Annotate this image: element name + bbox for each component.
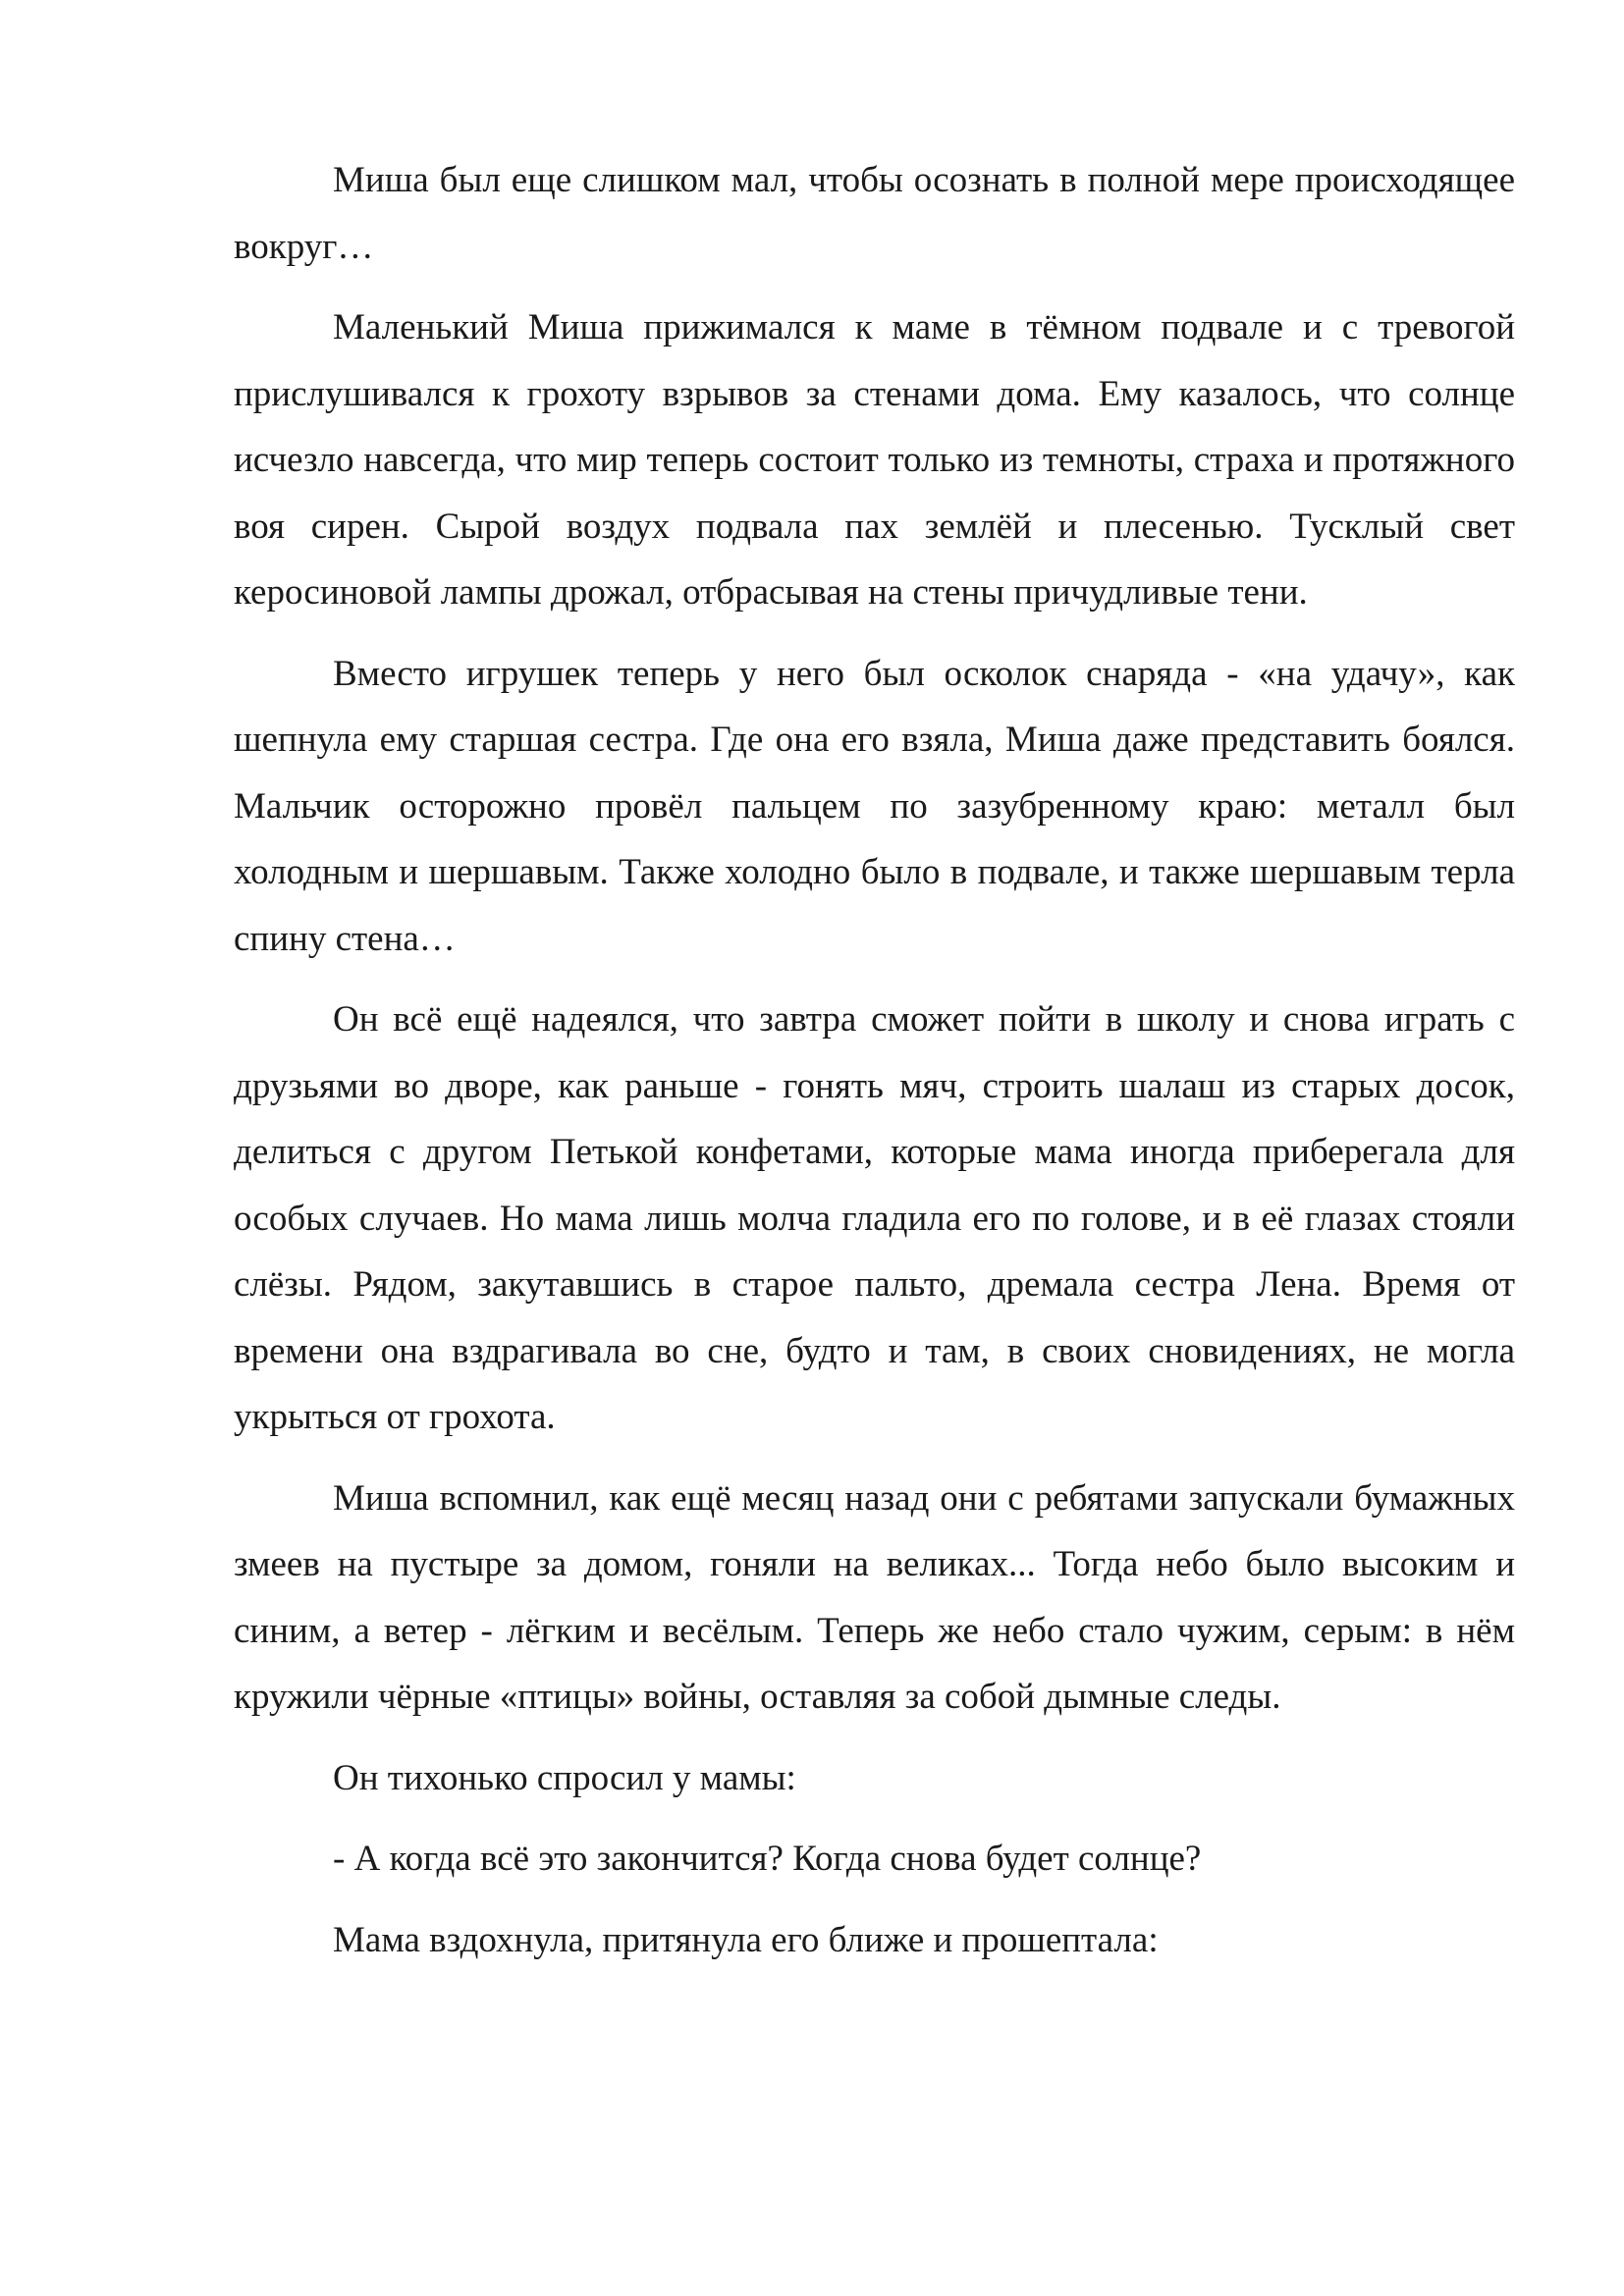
paragraph-hopes: Он всё ещё надеялся, что завтра сможет пойти в школу и снова играть с друзьями во дворе, как раньше - гонять мяч, строить шалаш из старых досок, делиться с другом Петькой конфетами, которые мама иногда приберегала для особых случаев. Но мама лишь молча гладила его по голове, и в её глазах стояли слёзы. Рядом, закутавшись в старое пальто, дремала сестра Лена. Время от времени она вздрагивала во сне, будто и там, в своих сновидениях, не могла укрыться от грохота. xyxy=(234,999,1515,1437)
paragraph-shell-fragment: Вместо игрушек теперь у него был осколок снаряда - «на удачу», как шепнула ему старшая сестра. Где она его взяла, Миша даже представить боялся. Мальчик осторожно провёл пальцем по зазубренному краю: металл был холодным и шершавым. Также холодно было в подвале, и также шершавым терла спину стена… xyxy=(234,653,1515,959)
paragraph-intro: Миша был еще слишком мал, чтобы осознать в полной мере происходящее вокруг… xyxy=(234,160,1515,267)
paragraph-memories: Миша вспомнил, как ещё месяц назад они с ребятами запускали бумажных змеев на пустыре за домом, гоняли на великах... Тогда небо было высоким и синим, а ветер - лёгким и весёлым. Теперь же небо стало чужим, серым: в нём кружили чёрные «птицы» войны, оставляя за собой дымные следы. xyxy=(234,1477,1515,1717)
paragraph-mother-reply-intro: Мама вздохнула, притянула его ближе и прошептала: xyxy=(333,1919,1159,1960)
paragraph-question-intro: Он тихонько спросил у мамы: xyxy=(333,1757,796,1798)
story-text xyxy=(234,147,1515,1988)
paragraph-dialogue-question: - А когда всё это закончится? Когда снова будет солнце? xyxy=(333,1839,1202,1879)
paragraph-basement: Маленький Миша прижимался к маме в тёмном подвале и с тревогой прислушивался к грохоту взрывов за стенами дома. Ему казалось, что солнце исчезло навсегда, что мир теперь состоит только из темноты, страха и протяжного воя сирен. Сырой воздух подвала пах землёй и плесенью. Тусклый свет керосиновой лампы дрожал, отбрасывая на стены причудливые тени. xyxy=(234,307,1515,613)
